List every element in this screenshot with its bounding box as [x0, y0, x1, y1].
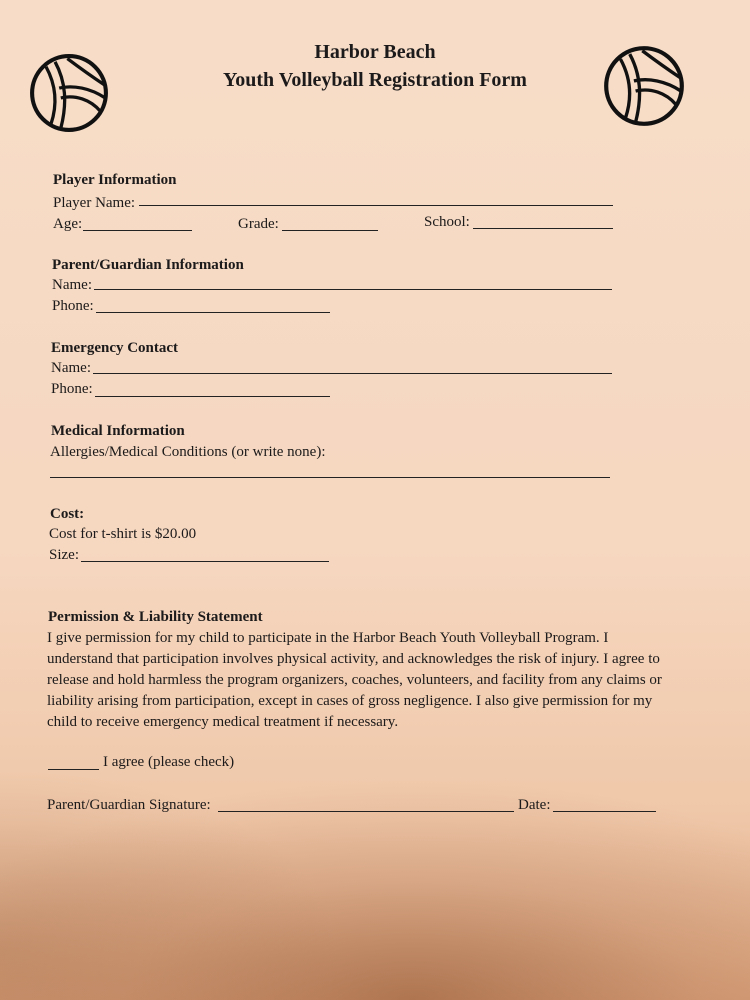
cost-text: Cost for t-shirt is $20.00 — [49, 526, 197, 542]
allergies-label: Allergies/Medical Conditions (or write none): — [50, 444, 326, 460]
emergency-phone-label: Phone: — [51, 381, 93, 397]
player-info-heading: Player Information — [53, 172, 177, 188]
player-name-field[interactable] — [139, 205, 613, 206]
player-age-label: Age: — [53, 216, 83, 232]
player-school-label: School: — [424, 214, 470, 230]
signature-field[interactable] — [218, 811, 514, 812]
player-school-field[interactable] — [473, 228, 613, 229]
agree-label: I agree (please check) — [103, 754, 235, 770]
form-title-line1: Harbor Beach — [314, 41, 436, 63]
parent-phone-label: Phone: — [52, 298, 94, 314]
signature-label: Parent/Guardian Signature: — [47, 797, 211, 813]
medical-info-heading: Medical Information — [51, 423, 185, 439]
agree-checkbox-field[interactable] — [48, 769, 99, 770]
emergency-name-label: Name: — [51, 360, 91, 376]
emergency-contact-heading: Emergency Contact — [51, 340, 179, 356]
parent-name-label: Name: — [52, 277, 92, 293]
player-age-field[interactable] — [83, 230, 192, 231]
player-grade-label: Grade: — [238, 216, 279, 232]
size-field[interactable] — [81, 561, 329, 562]
cost-heading: Cost: — [50, 506, 85, 522]
parent-name-field[interactable] — [94, 289, 612, 290]
allergies-field[interactable] — [50, 477, 610, 478]
permission-statement: I give permission for my child to participate in the Harbor Beach Youth Volleyball Program. I understand that participation involves physical activity, and acknowledges the risk of injury. I agree to release and hold harmless the program organizers, coaches, volunteers, and facility from any claims or liability arising from participation, except in cases of gross negligence. I also give permission for my child to receive emergency medical treatment if necessary. — [47, 630, 662, 730]
parent-phone-field[interactable] — [96, 312, 330, 313]
permission-heading: Permission & Liability Statement — [48, 609, 263, 625]
volleyball-icon-left — [28, 52, 110, 134]
parent-info-heading: Parent/Guardian Information — [52, 257, 244, 273]
date-field[interactable] — [553, 811, 656, 812]
size-label: Size: — [49, 547, 79, 563]
emergency-phone-field[interactable] — [95, 396, 330, 397]
date-label: Date: — [518, 797, 551, 813]
emergency-name-field[interactable] — [93, 373, 612, 374]
form-title-line2: Youth Volleyball Registration Form — [223, 69, 527, 91]
player-grade-field[interactable] — [282, 230, 378, 231]
player-name-label: Player Name: — [53, 195, 136, 211]
